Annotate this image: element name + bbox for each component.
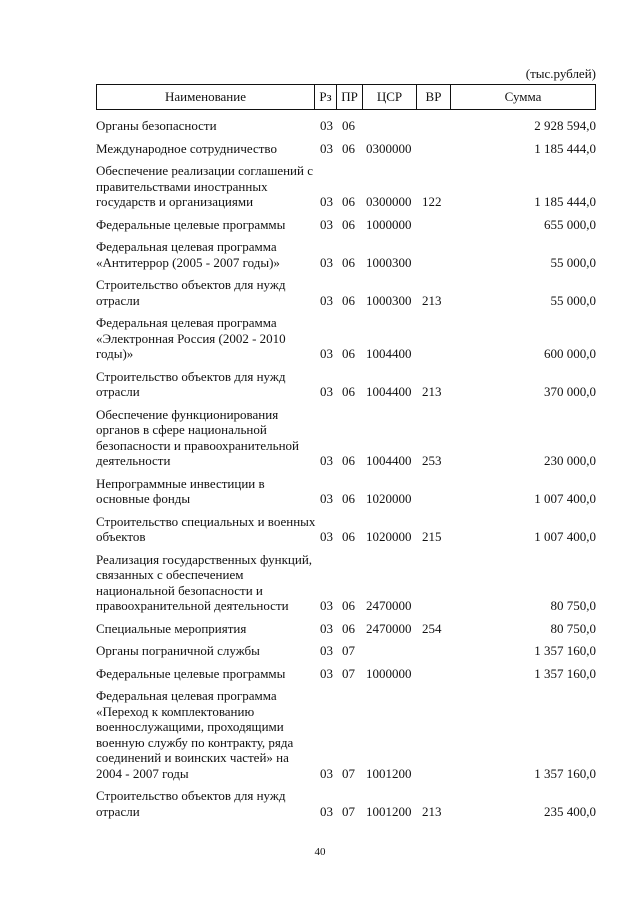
table-header xyxy=(96,84,596,110)
cell-rz: 03 xyxy=(320,453,333,468)
cell-rz: 03 xyxy=(320,529,333,544)
cell-sum: 1 357 160,0 xyxy=(534,643,596,658)
cell-sum: 2 928 594,0 xyxy=(534,118,596,133)
cell-name: Строительство объектов для нужд отрасли xyxy=(96,788,286,819)
cell-name: Международное сотрудничество xyxy=(96,140,277,156)
table-row xyxy=(96,476,596,507)
table-row xyxy=(96,118,596,134)
cell-pr: 06 xyxy=(342,346,355,361)
cell-vr: 122 xyxy=(422,194,442,209)
cell-csr: 1020000 xyxy=(366,529,412,544)
cell-vr: 254 xyxy=(422,620,442,636)
cell-pr: 07 xyxy=(342,643,355,658)
cell-name: Обеспечение функционирования органов в сфере национальной безопасности и правоохранительной деятельности xyxy=(96,406,299,468)
cell-name: Строительство объектов для нужд отрасли xyxy=(96,277,286,308)
cell-pr: 06 xyxy=(342,194,355,209)
table-row xyxy=(96,163,596,210)
cell-vr: 213 xyxy=(422,292,442,308)
page-number: 40 xyxy=(314,846,326,858)
table-row xyxy=(96,141,596,157)
cell-pr: 06 xyxy=(342,453,355,468)
cell-sum: 55 000,0 xyxy=(550,254,596,270)
cell-name: Строительство объектов для нужд отрасли xyxy=(96,368,286,399)
cell-sum: 235 400,0 xyxy=(544,803,596,819)
cell-pr: 06 xyxy=(342,292,355,308)
cell-name: Федеральные целевые программы xyxy=(96,216,286,232)
cell-name: Органы безопасности xyxy=(96,118,217,133)
cell-name: Федеральная целевая программа «Электронная Россия (2002 - 2010 годы)» xyxy=(96,315,286,361)
cell-name: Строительство специальных и военных объектов xyxy=(96,513,316,544)
cell-csr: 1000300 xyxy=(366,254,412,270)
cell-sum: 1 185 444,0 xyxy=(534,194,596,209)
cell-csr: 2470000 xyxy=(366,620,412,636)
cell-pr: 07 xyxy=(342,665,355,681)
cell-rz: 03 xyxy=(320,292,333,308)
cell-vr: 253 xyxy=(422,453,442,468)
cell-csr: 1001200 xyxy=(366,803,412,819)
cell-pr: 06 xyxy=(342,216,355,232)
cell-pr: 06 xyxy=(342,491,355,506)
cell-pr: 06 xyxy=(342,620,355,636)
cell-csr: 1020000 xyxy=(366,491,412,506)
cell-pr: 06 xyxy=(342,598,355,613)
cell-pr: 06 xyxy=(342,140,355,156)
cell-sum: 370 000,0 xyxy=(544,384,596,399)
cell-name: Непрограммные инвестиции в основные фонды xyxy=(96,475,265,506)
cell-csr: 1004400 xyxy=(366,453,412,468)
cell-rz: 03 xyxy=(320,803,333,819)
cell-sum: 655 000,0 xyxy=(544,216,596,232)
cell-pr: 07 xyxy=(342,765,355,781)
table-row xyxy=(96,788,596,819)
cell-pr: 06 xyxy=(342,384,355,399)
header-name: Наименование xyxy=(97,85,315,109)
cell-csr: 1000000 xyxy=(366,216,412,232)
cell-csr: 0300000 xyxy=(366,194,412,209)
table-body xyxy=(96,118,596,826)
cell-vr: 213 xyxy=(422,803,442,819)
cell-sum: 1 007 400,0 xyxy=(534,529,596,544)
cell-csr: 1004400 xyxy=(366,384,412,399)
cell-rz: 03 xyxy=(320,643,333,658)
table-row xyxy=(96,217,596,233)
cell-sum: 1 185 444,0 xyxy=(534,140,596,156)
cell-rz: 03 xyxy=(320,765,333,781)
cell-csr: 1004400 xyxy=(366,346,412,361)
table-row xyxy=(96,239,596,270)
units-label: (тыс.рублей) xyxy=(525,66,596,81)
cell-pr: 06 xyxy=(342,254,355,270)
cell-rz: 03 xyxy=(320,140,333,156)
cell-name: Реализация государственных функций, связанных с обеспечением национальной безопасности и правоохранительной деятельности xyxy=(96,551,313,613)
table-row xyxy=(96,621,596,637)
cell-name: Обеспечение реализации соглашений с правительствами иностранных государств и организациями xyxy=(96,163,313,209)
table-row xyxy=(96,277,596,308)
cell-rz: 03 xyxy=(320,384,333,399)
cell-rz: 03 xyxy=(320,620,333,636)
cell-csr: 1000300 xyxy=(366,292,412,308)
cell-sum: 600 000,0 xyxy=(544,346,596,361)
table-row xyxy=(96,643,596,659)
cell-rz: 03 xyxy=(320,346,333,361)
cell-csr: 2470000 xyxy=(366,598,412,613)
table-row xyxy=(96,688,596,781)
cell-sum: 230 000,0 xyxy=(544,453,596,468)
cell-pr: 07 xyxy=(342,803,355,819)
cell-vr: 213 xyxy=(422,384,442,399)
cell-name: Специальные мероприятия xyxy=(96,620,247,636)
table-row xyxy=(96,315,596,362)
table-row xyxy=(96,552,596,614)
cell-csr: 1001200 xyxy=(366,765,412,781)
table-row xyxy=(96,666,596,682)
cell-rz: 03 xyxy=(320,254,333,270)
cell-csr: 1000000 xyxy=(366,665,412,681)
cell-name: Федеральные целевые программы xyxy=(96,665,286,681)
cell-rz: 03 xyxy=(320,665,333,681)
cell-rz: 03 xyxy=(320,598,333,613)
table-row xyxy=(96,407,596,469)
cell-sum: 55 000,0 xyxy=(550,292,596,308)
cell-pr: 06 xyxy=(342,118,355,133)
cell-csr: 0300000 xyxy=(366,140,412,156)
cell-vr: 215 xyxy=(422,529,442,544)
header-sum: Сумма xyxy=(504,89,542,104)
cell-name: Органы пограничной службы xyxy=(96,643,260,658)
table-row xyxy=(96,514,596,545)
header-csr: ЦСР xyxy=(363,85,417,109)
cell-rz: 03 xyxy=(320,194,333,209)
header-rz: Рз xyxy=(315,85,337,109)
cell-sum: 80 750,0 xyxy=(550,620,596,636)
header-pr: ПР xyxy=(337,85,363,109)
cell-name: Федеральная целевая программа «Переход к комплектованию военнослужащими, проходящими военную службу по контракту, ряда соединений и воинских частей» на 2004 - 2007 годы xyxy=(96,688,294,781)
cell-rz: 03 xyxy=(320,118,333,133)
cell-sum: 1 357 160,0 xyxy=(534,765,596,781)
header-vr: ВР xyxy=(417,85,451,109)
cell-rz: 03 xyxy=(320,216,333,232)
cell-sum: 1 007 400,0 xyxy=(534,491,596,506)
cell-pr: 06 xyxy=(342,529,355,544)
cell-rz: 03 xyxy=(320,491,333,506)
cell-sum: 1 357 160,0 xyxy=(534,665,596,681)
cell-sum: 80 750,0 xyxy=(550,598,596,613)
table-row xyxy=(96,369,596,400)
cell-name: Федеральная целевая программа «Антитеррор (2005 - 2007 годы)» xyxy=(96,239,280,270)
